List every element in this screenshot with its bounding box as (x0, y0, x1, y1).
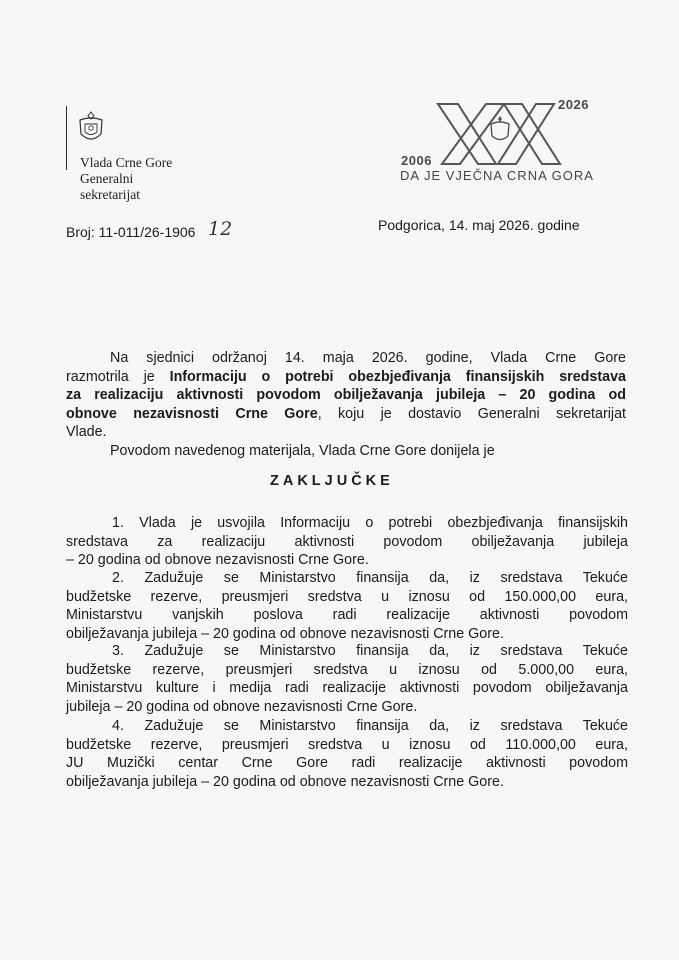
conclusion-item-3 (66, 642, 628, 716)
logo-year-start: 2006 (401, 153, 432, 168)
intro-paragraph (66, 349, 626, 442)
handwritten-annotation: 12 (208, 218, 233, 240)
conclusion-item-4 (66, 717, 628, 791)
place-and-date: Podgorica, 14. maj 2026. godine (378, 217, 580, 233)
text-line: – 20 godina od obnove nezavisnosti Crne Gore. (66, 552, 369, 568)
logo-year-end: 2026 (558, 97, 589, 112)
text-line: budžetske rezerve, preusmjeri sredstva u iznosu od 110.000,00 eura, (66, 736, 628, 753)
org-line: Generalni (80, 171, 134, 186)
conclusion-item-2 (66, 569, 628, 643)
text-line: sredstava za realizaciju aktivnosti povodom obilježavanja jubileja (66, 533, 628, 550)
text-line (66, 405, 626, 424)
text-line: Ministarstvu kulture i medija radi realizacije aktivnosti povodom obilježavanja (66, 680, 628, 696)
logo-motto: DA JE VJEČNA CRNA GORA (400, 168, 594, 183)
text-line: za realizaciju aktivnosti povodom obilježavanja jubileja – 20 godina od (66, 387, 626, 403)
text-line: 2. Zadužuje se Ministarstvo finansija da, iz sredstava Tekuće (112, 570, 628, 586)
text-run: , koju je dostavio Generalni sekretarijat (317, 405, 626, 422)
org-line: Vlada Crne Gore (80, 155, 173, 170)
coat-of-arms-icon (76, 110, 106, 150)
org-line: sekretarijat (80, 187, 140, 202)
text-line: JU Muzički centar Crne Gore radi realizacije aktivnosti povodom (66, 755, 628, 771)
text-line: Ministarstvu vanjskih poslova radi realizacije aktivnosti povodom (66, 607, 628, 623)
text-line: 1. Vlada je usvojila Informaciju o potrebi obezbjeđivanja finansijskih (112, 515, 628, 531)
text-line: 3. Zadužuje se Ministarstvo finansija da, iz sredstava Tekuće (112, 643, 628, 659)
text-run: razmotrila je (66, 368, 170, 385)
document-title-bold: Informaciju o potrebi obezbjeđivanja finansijskih sredstava (169, 368, 626, 385)
document-title-bold: obnove nezavisnosti Crne Gore (66, 405, 318, 422)
text-line: jubileja – 20 godina od obnove nezavisnosti Crne Gore. (66, 698, 418, 715)
text-line (66, 368, 626, 387)
conclusion-item-1 (66, 514, 628, 570)
decision-intro: Povodom navedenog materijala, Vlada Crne Gore donijela je (110, 443, 495, 459)
header-divider (66, 106, 67, 170)
section-title: ZAKLJUČKE (270, 473, 394, 489)
reference-number: Broj: 11-011/26-1906 (66, 224, 196, 240)
organization-name (80, 155, 172, 203)
text-line: budžetske rezerve, preusmjeri sredstva u iznosu od 5.000,00 eura, (66, 661, 628, 678)
text-line: budžetske rezerve, preusmjeri sredstva u iznosu od 150.000,00 eura, (66, 588, 628, 605)
text-line: obilježavanja jubileja – 20 godina od obnove nezavisnosti Crne Gore. (66, 625, 504, 642)
text-line: Vlade. (66, 424, 107, 440)
text-line: 4. Zadužuje se Ministarstvo finansija da, iz sredstava Tekuće (112, 718, 628, 734)
text-line: Na sjednici održanoj 14. maja 2026. godine, Vlada Crne Gore (110, 350, 626, 366)
text-line: obilježavanja jubileja – 20 godina od obnove nezavisnosti Crne Gore. (66, 773, 504, 790)
